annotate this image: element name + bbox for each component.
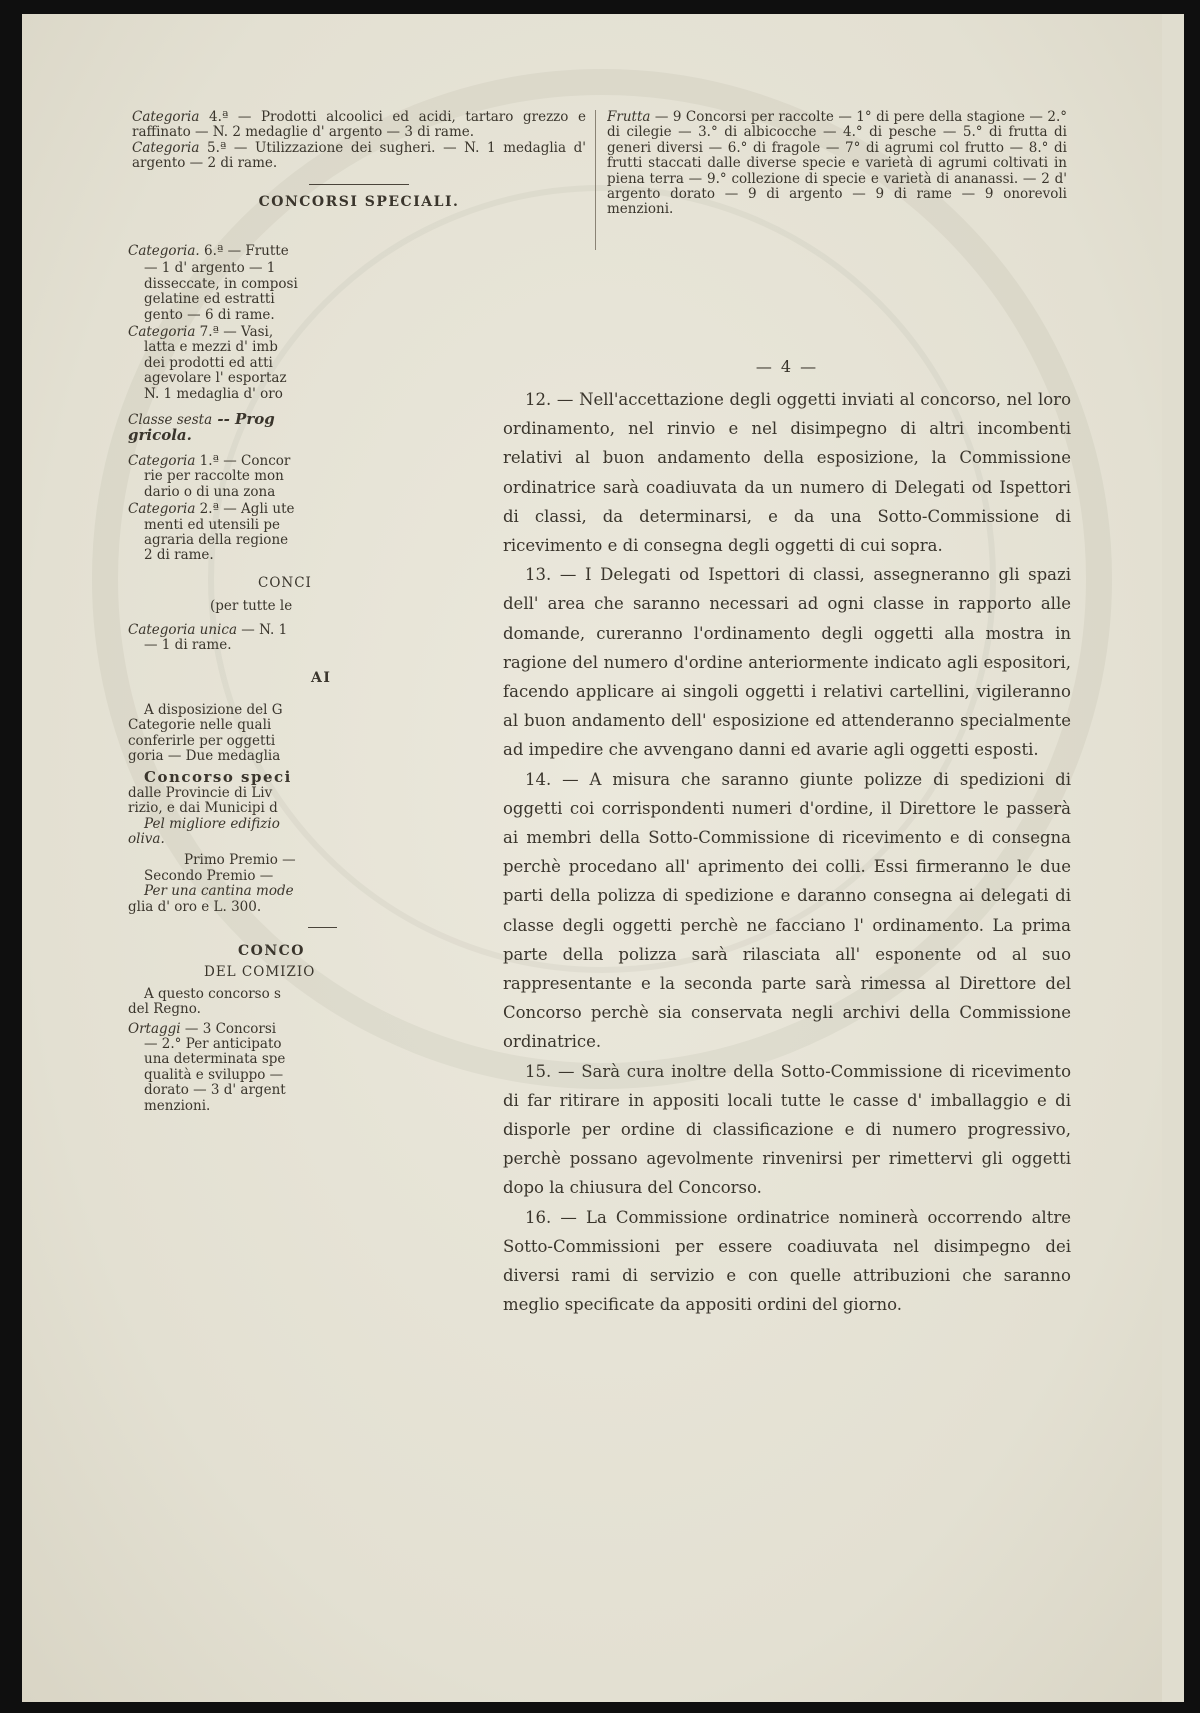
pp-line-2: Secondo Premio —: [144, 867, 274, 884]
small-divider: [308, 927, 337, 928]
cat7-line-3: dei prodotti ed atti: [144, 354, 273, 371]
category-5-text: 5.ª — Utilizzazione dei sugheri. — N. 1 medaglia d' argento — 2 di rame.: [132, 139, 586, 172]
cat-unica-line: [128, 623, 337, 638]
cat-unica-text: — N. 1: [237, 621, 288, 638]
paragraph-15: 15. — Sarà cura inoltre della Sotto-Commissione di ricevimento di far ritirare in appositi locali tutte le casse d' imballaggio e di disporle per ordine di classificazione e di numero progressivo, perchè possano agevolmente rinvenirsi per rimettervi gli oggetti dopo la chiusura del Concorso.: [503, 1061, 1071, 1198]
main-page: [503, 347, 1071, 1320]
section-heading: CONCORSI SPECIALI.: [258, 193, 460, 210]
cat2-text: 2.ª — Agli ute: [195, 501, 295, 518]
cat7-line-2: latta e mezzi d' imb: [144, 339, 278, 356]
category-4-label: Categoria: [132, 109, 200, 125]
cat1-text: 1.ª — Concor: [195, 452, 291, 469]
page-number: — 4 —: [755, 357, 819, 376]
paragraph-14: 14. — A misura che saranno giunte polizze di spedizioni di oggetti coi corrispondenti numeri d'ordine, il Direttore le passerà ai membri della Sotto-Commissione di ricevimento e di consegna perchè procedano all' aprimento dei colli. Essi firmeranno le due parti della polizza di spedizione e daranno consegna ai delegati di classe degli oggetti perchè ne facciano l' ordinamento. La prima parte della polizza sarà rilasciata all' esponente od al suo rappresentante e la seconda parte sarà rimessa al Direttore del Concorso perchè sia conservata negli archivi della Commissione ordinatrice.: [503, 769, 1071, 1052]
disp-line-3: conferirle per oggetti: [128, 732, 276, 749]
frutta-paragraph: [607, 110, 1067, 218]
ai-heading: AI: [311, 670, 332, 687]
per-tutte-subheading: (per tutte le: [210, 598, 293, 615]
frutta-label: Frutta: [607, 110, 651, 125]
cs-line-3: rizio, e dai Municipi d: [128, 800, 278, 817]
cat7-text: 7.ª — Vasi,: [195, 324, 274, 341]
paragraph-13: 13. — I Delegati od Ispettori di classi, assegneranno gli spazi dell' area che saranno necessari ad ogni classe in rapporto alle domande, cureranno l'ordinamento degli oggetti alla mostra in ragione del numero d'ordine anteriormente indicato agli espositori, facendo applicare ai singoli oggetti i relativi cartellini, vigileranno al buon andamento dell' esposizione ed attenderanno specialmente ad impedire che avvengano danni ed avarie agli oggetti esposti.: [503, 565, 1071, 760]
cat7-line: [128, 325, 337, 340]
main-body: [503, 385, 1071, 1320]
comizio-subheading: DEL COMIZIO: [204, 964, 316, 981]
category-4-paragraph: [132, 110, 586, 141]
ortaggi-text: — 3 Concorsi: [180, 1020, 277, 1037]
aq-line-1: A questo concorso s: [144, 985, 281, 1002]
cat2-line-3: agraria della regione: [144, 531, 289, 548]
category-5-label: Categoria: [132, 139, 200, 156]
document-page: [22, 14, 1184, 1702]
ortaggi-line: [128, 1022, 337, 1037]
cat2-line: [128, 502, 337, 517]
classe-sesta-label: Classe sesta: [128, 412, 213, 429]
cat6-line-4: gelatine ed estratti: [144, 291, 275, 308]
cat2-label: Categoria: [128, 501, 196, 518]
disp-line-4: goria — Due medaglia: [128, 747, 281, 764]
classe-sesta-line-2: gricola.: [128, 426, 192, 445]
cat6-line-3: disseccate, in composi: [144, 275, 298, 292]
ortaggi-line-4: qualità e sviluppo —: [144, 1066, 284, 1083]
cat6-line-2: — 1 d' argento — 1: [144, 260, 276, 277]
category-4-text: 4.ª — Prodotti alcoolici ed acidi, tartaro grezzo e raffinato — N. 2 medaglie d' argento — 3 di rame.: [132, 109, 586, 141]
cs-line-4: Pel migliore edifizio: [144, 815, 280, 832]
ortaggi-label: Ortaggi: [128, 1020, 181, 1037]
clipped-column: [128, 244, 337, 1174]
cat6-text: 6.ª — Frutte: [199, 244, 289, 259]
cat7-line-5: N. 1 medaglia d' oro: [144, 385, 283, 402]
cat7-label: Categoria: [128, 324, 196, 341]
cat1-line-2: rie per raccolte mon: [144, 468, 284, 485]
cat1-line: [128, 454, 337, 469]
cat6-line-5: gento — 6 di rame.: [144, 306, 275, 323]
conci-heading: CONCI: [258, 574, 312, 591]
conco-heading: CONCO: [238, 943, 305, 960]
disp-line-2: Categorie nelle quali: [128, 717, 272, 734]
disp-line-1: A disposizione del G: [144, 701, 283, 718]
cat2-line-2: menti ed utensili pe: [144, 516, 281, 533]
section-divider: [309, 184, 409, 185]
cat1-line-3: dario o di una zona: [144, 483, 276, 500]
pp-line-4: glia d' oro e L. 300.: [128, 898, 262, 915]
ortaggi-line-5: dorato — 3 d' argent: [144, 1082, 286, 1099]
cat2-line-4: 2 di rame.: [144, 547, 214, 564]
cat-unica-line-2: — 1 di rame.: [144, 636, 232, 653]
ortaggi-line-2: — 2.° Per anticipato: [144, 1036, 282, 1053]
cat6-label: Categoria.: [128, 244, 200, 259]
ortaggi-line-3: una determinata spe: [144, 1051, 286, 1068]
cat6-line: [128, 244, 337, 259]
aq-line-2: del Regno.: [128, 1001, 201, 1018]
cs-line-5: oliva.: [128, 831, 165, 847]
column-separator: [595, 110, 596, 250]
category-5-paragraph: [132, 141, 586, 172]
paragraph-16: 16. — La Commissione ordinatrice nominerà occorrendo altre Sotto-Commissioni per essere coadiuvata nel disimpegno dei diversi rami di servizio e con quelle attribuzioni che saranno meglio specificate da appositi ordini del giorno.: [503, 1207, 1071, 1315]
pp-line-1: Primo Premio —: [184, 852, 296, 869]
right-top-column: [607, 110, 1067, 250]
pp-line-3: Per una cantina mode: [144, 883, 294, 900]
cat7-line-4: agevolare l' esportaz: [144, 370, 287, 387]
paragraph-12: 12. — Nell'accettazione degli oggetti inviati al concorso, nel loro ordinamento, nel rinvio e nel disimpegno di altri incombenti relativi al buon andamento della esposizione, la Commissione ordinatrice sarà coadiuvata da un numero di Delegati od Ispettori di classi, da determinarsi, e da una Sotto-Commissione di ricevimento e di consegna degli oggetti di cui sopra.: [503, 390, 1071, 556]
left-top-column: [132, 110, 586, 210]
concorso-speciale-heading: Concorso speci: [144, 768, 292, 787]
cs-line-2: dalle Provincie di Liv: [128, 784, 273, 801]
cat-unica-label: Categoria unica: [128, 621, 237, 638]
frutta-text: — 9 Concorsi per raccolte — 1° di pere della stagione — 2.° di cilegie — 3.° di albicocche — 4.° di pesche — 5.° di frutta di generi diversi — 6.° di fragole — 7° di agrumi col frutto — 8.° di frutti staccati dalle diverse specie e varietà di agrumi coltivati in piena terra — 9.° collezione di specie e varietà di ananassi. — 2 d' argento dorato — 9 di argento — 9 di rame — 9 onorevoli menzioni.: [607, 110, 1067, 218]
classe-sesta-text: -- Prog: [212, 410, 275, 429]
cat1-label: Categoria: [128, 452, 196, 469]
ortaggi-line-6: menzioni.: [144, 1097, 211, 1114]
adjacent-page-edge: [1162, 14, 1184, 1702]
